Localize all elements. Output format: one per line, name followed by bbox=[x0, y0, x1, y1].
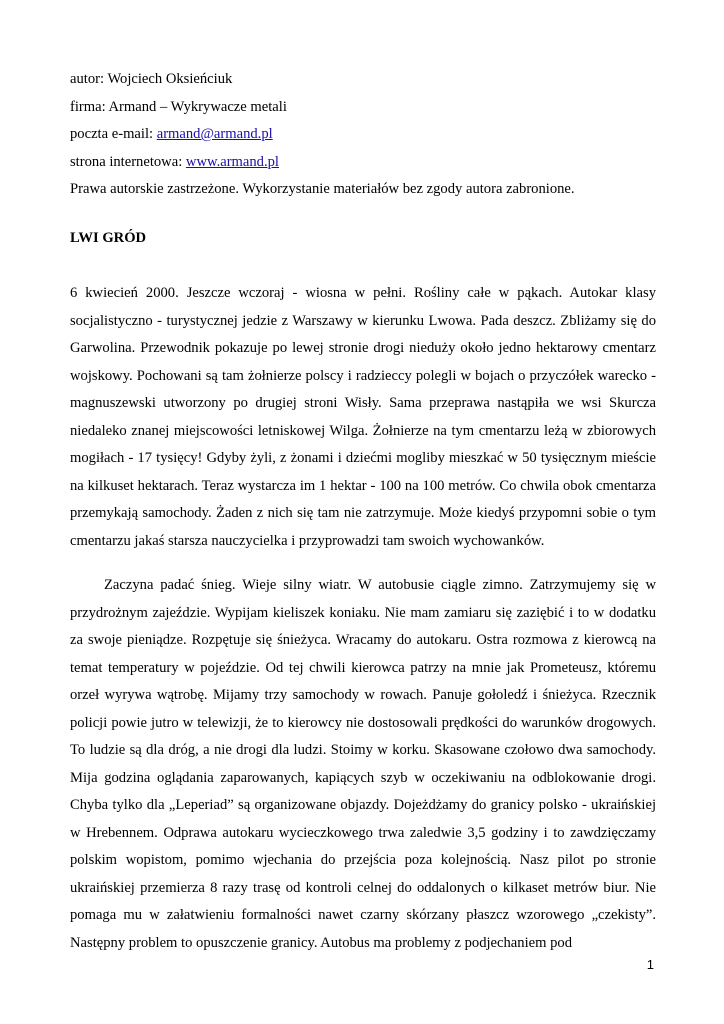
email-line bbox=[70, 121, 660, 149]
author-line bbox=[70, 66, 660, 94]
article-paragraph-2: Zaczyna padać śnieg. Wieje silny wiatr. W autobusie ciągle zimno. Zatrzymujemy się w przydrożnym zajeździe. Wypijam kieliszek koniaku. Nie mam zamiaru się zaziębić i to w dodatku za swoje pieniądze. Rozpętuje się śnieżyca. Wracamy do autokaru. Ostra rozmowa z kierowcą na temat temperatury w pojeździe. Od tej chwili kierowca patrzy na mnie jak Prometeusz, któremu orzeł wyrywa wątrobę. Mijamy trzy samochody w rowach. Panuje gołoledź i śnieżyca. Rzecznik policji powie jutro w telewizji, że to kierowcy nie dostosowali prędkości do warunków drogowych. To ludzie są dla dróg, a nie drogi dla ludzi. Stoimy w korku. Skasowane czołowo dwa samochody. Mija godzina oglądania zaparowanych, kapiących szyb w oczekiwaniu na odblokowanie drogi. Chyba tylko dla „Leperiad” są organizowane objazdy. Dojeżdżamy do granicy polsko - ukraińskiej w Hrebennem. Odprawa autokaru wycieczkowego trwa zaledwie 3,5 godziny i to zawdzięczamy polskim wopistom, pomimo wjechania do przejścia poza kolejnością. Nasz pilot po stronie ukraińskiej przemierza 8 razy trasę od kontroli celnej do oddalonych o kilkaset metrów biur. Nie pomaga mu w załatwieniu formalności nawet czarny skórzany płaszcz wzorowego „czekisty”. Następny problem to opuszczenie granicy. Autobus ma problemy z podjechaniem pod bbox=[70, 577, 656, 951]
author-info-block bbox=[70, 66, 660, 204]
website-link[interactable]: www.armand.pl bbox=[185, 153, 279, 170]
website-line bbox=[70, 149, 660, 177]
copyright-notice: Prawa autorskie zastrzeżone. Wykorzystanie materiałów bez zgody autora zabronione. bbox=[70, 181, 575, 198]
article-title: LWI GRÓD bbox=[70, 230, 147, 246]
article-paragraph-1: 6 kwiecień 2000. Jeszcze wczoraj - wiosna w pełni. Rośliny całe w pąkach. Autokar klasy socjalistyczno - turystycznej jedzie z Warszawy w kierunku Lwowa. Pada deszcz. Zbliżamy się do Garwolina. Przewodnik pokazuje po lewej stronie drogi nieduży około jedno hektarowy cmentarz wojskowy. Pochowani są tam żołnierze polscy i radzieccy polegli w bojach o przyczółek warecko - magnuszewski utworzony po drugiej stroni Wisły. Sama przeprawa nastąpiła we wsi Skurcza niedaleko znanej miejscowości letniskowej Wilga. Żołnierze na tym cmentarzu leżą w zbiorowych mogiłach - 17 tysięcy! Gdyby żyli, z żonami i dziećmi mogliby mieszkać w 50 tysięcznym mieście na kilkuset hektarach. Teraz wystarcza im 1 hektar - 100 na 100 metrów. Co chwila obok cmentarza przemykają samochody. Żaden z nich się tam nie zatrzymuje. Może kiedyś przypomni sobie o tym cmentarzu jakaś starsza nauczycielka i przyprowadzi tam swoich wychowanków. bbox=[70, 285, 656, 549]
author-label: autor: bbox=[70, 71, 108, 87]
author-name: Wojciech Oksieńciuk bbox=[107, 71, 233, 87]
website-label: strona internetowa: bbox=[70, 153, 186, 170]
company-line bbox=[70, 94, 660, 122]
company-name: Armand – Wykrywacze metali bbox=[108, 98, 287, 115]
email-link[interactable]: armand@armand.pl bbox=[156, 126, 273, 143]
page-number: 1 bbox=[646, 957, 654, 972]
email-label: poczta e-mail: bbox=[70, 126, 157, 143]
company-label: firma: bbox=[70, 98, 109, 115]
